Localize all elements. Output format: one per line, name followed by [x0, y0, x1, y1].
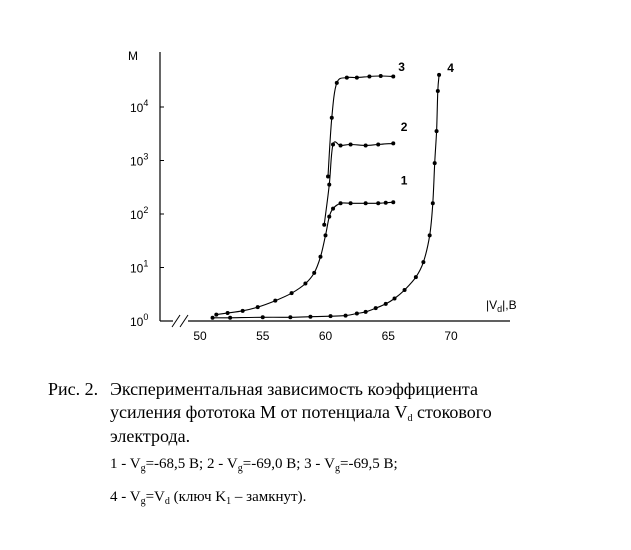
y-tick-label: $10^2$ — [130, 205, 149, 222]
series-2-point — [376, 142, 380, 146]
series-1-point — [364, 201, 368, 205]
series-1-point — [384, 201, 388, 205]
series-4-point — [435, 129, 439, 133]
x-tick-label: 60 — [318, 329, 333, 343]
series-4-point — [393, 297, 397, 301]
legend-1-part-1: g — [140, 463, 146, 474]
series-1-point — [349, 201, 353, 205]
series-3-point — [379, 74, 383, 78]
series-4-point — [403, 288, 407, 292]
series-4-point — [228, 316, 232, 320]
series-4-point — [211, 316, 215, 320]
series-1-point — [339, 201, 343, 205]
x-tick-label: 50 — [193, 329, 207, 343]
caption-line-3: электрода. — [110, 426, 191, 446]
series-1-point — [273, 299, 277, 303]
series-1-point — [214, 313, 218, 317]
series-3-point — [345, 76, 349, 80]
x-tick-label: 55 — [256, 329, 270, 343]
legend-1-part-4: =-69,0 В; 3 - V — [242, 456, 335, 472]
series-4-point — [288, 315, 292, 319]
series-3-curve — [328, 76, 393, 177]
series-1-point — [318, 255, 322, 259]
series-4-point — [364, 310, 368, 314]
series-3-point — [355, 76, 359, 80]
series-1-label: 1 — [400, 173, 408, 188]
caption-line-2-sub: d — [407, 413, 413, 424]
y-tick-label: $10^0$ — [130, 312, 149, 329]
series-4-point — [414, 275, 418, 279]
legend-1-part-0: 1 - V — [110, 456, 141, 472]
y-tick-label: $10^1$ — [130, 258, 149, 276]
series-1-point — [290, 291, 294, 295]
legend-line-2 — [110, 489, 306, 507]
caption-line-2-tail: стокового — [412, 402, 492, 422]
series-4-point — [384, 302, 388, 306]
y-tick-label: $10^3$ — [130, 151, 149, 169]
series-3-point — [330, 116, 334, 120]
series-3-point — [326, 175, 330, 179]
series-4-point — [344, 314, 348, 318]
x-tick-label: 70 — [444, 329, 458, 343]
legend-1-part-5: g — [335, 463, 340, 474]
series-4-label: 4 — [447, 61, 454, 76]
series-2-point — [339, 144, 343, 148]
legend-1-part-2: =-68,5 В; 2 - V — [145, 456, 238, 472]
series-2-label: 2 — [400, 120, 408, 135]
curves — [213, 75, 440, 318]
series-2-point — [391, 141, 395, 145]
series-3-point — [335, 81, 339, 85]
series-1-point — [303, 282, 307, 286]
legend-line-1 — [110, 456, 398, 474]
figure-number: Рис. 2. — [48, 379, 99, 399]
figure-caption — [48, 378, 478, 400]
axis-break-mark-1 — [172, 315, 180, 327]
series-4-point — [431, 201, 435, 205]
series-4-point — [421, 260, 425, 264]
x-axis-label: $|V_d|,B$ — [486, 298, 517, 314]
legend-1-part-6: =-69,5 В; — [340, 456, 398, 472]
series-2-point — [327, 183, 331, 187]
series-4-point — [329, 314, 333, 318]
legend-2-part-5: 1 — [226, 496, 232, 507]
series-4-point — [428, 233, 432, 237]
series-4-point — [437, 73, 441, 77]
series-4-point — [355, 312, 359, 316]
series-1-point — [241, 309, 245, 313]
tick-labels — [128, 49, 517, 343]
series-1-point — [327, 215, 331, 219]
series-4-point — [433, 161, 437, 165]
x-tick-label: 65 — [381, 329, 395, 343]
legend-2-part-3: d — [164, 496, 170, 507]
series-1-point — [331, 207, 335, 211]
series-2-point — [331, 142, 335, 146]
y-tick-label: $10^4$ — [130, 98, 149, 115]
series-3-point — [367, 75, 371, 79]
series-3-point — [391, 75, 395, 79]
legend-2-part-1: g — [140, 496, 146, 507]
series-4-curve — [213, 75, 440, 318]
caption-line-2-text: усиления фототока M от потенциала V — [110, 402, 408, 422]
series-2-point — [349, 142, 353, 146]
series-1-point — [226, 311, 230, 315]
series-2-point — [364, 144, 368, 148]
y-axis-label: M — [128, 49, 138, 63]
series-4-point — [261, 315, 265, 319]
legend-2-part-0: 4 - V — [110, 489, 141, 505]
series-2-curve — [324, 142, 393, 225]
series-4-point — [308, 315, 312, 319]
axis-break-mark-2 — [180, 315, 188, 327]
series-3-label: 3 — [398, 60, 405, 75]
legend-2-part-4: (ключ K — [169, 489, 227, 505]
series-labels — [398, 60, 454, 187]
caption-line-1: Экспериментальная зависимость коэффициента — [110, 379, 479, 399]
legend-2-part-2: =V — [145, 489, 165, 505]
legend-1-part-3: g — [237, 463, 243, 474]
series-4-point — [374, 306, 378, 310]
series-1-point — [376, 201, 380, 205]
caption-line-2 — [110, 402, 492, 424]
series-1-point — [391, 200, 395, 204]
series-4-point — [436, 89, 440, 93]
series-1-curve — [216, 202, 393, 314]
data-points — [211, 73, 442, 320]
legend-2-part-6: – замкнут). — [231, 489, 307, 505]
series-2-point — [322, 223, 326, 227]
series-1-point — [256, 305, 260, 309]
series-1-point — [312, 271, 316, 275]
series-1-point — [324, 233, 328, 237]
